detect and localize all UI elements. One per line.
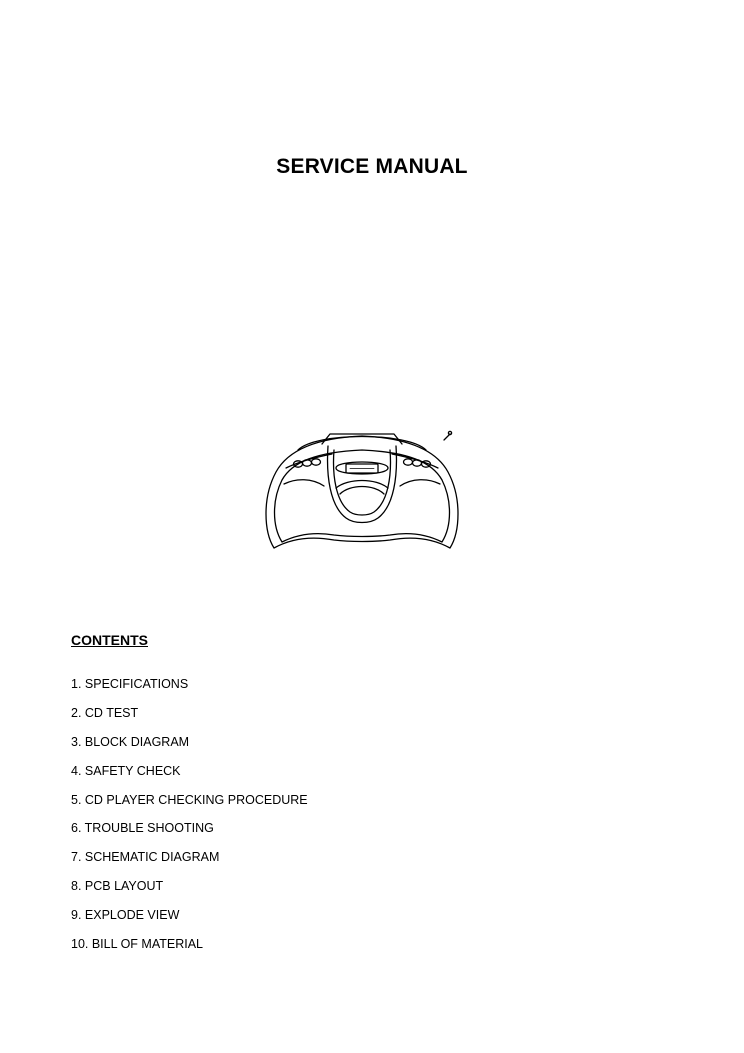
- toc-item-explode-view: 9. EXPLODE VIEW: [71, 908, 180, 923]
- toc-item-specifications: 1. SPECIFICATIONS: [71, 677, 189, 691]
- toc-item-safety-check: 4. SAFETY CHECK: [71, 763, 181, 778]
- toc-item-trouble-shooting: 6. TROUBLE SHOOTING: [71, 821, 214, 836]
- contents-heading: CONTENTS: [71, 632, 148, 648]
- toc-item-cd-player-checking-procedure: 5. CD PLAYER CHECKING PROCEDURE: [71, 792, 308, 807]
- toc-item-cd-test: 2. CD TEST: [71, 705, 139, 720]
- toc-item-block-diagram: 3. BLOCK DIAGRAM: [71, 734, 190, 749]
- toc-item-bill-of-material: 10. BILL OF MATERIAL: [71, 937, 203, 952]
- table-of-contents: [71, 676, 308, 965]
- toc-item-schematic-diagram: 7. SCHEMATIC DIAGRAM: [71, 850, 220, 865]
- toc-item-pcb-layout: 8. PCB LAYOUT: [71, 879, 164, 894]
- page-title: SERVICE MANUAL: [276, 155, 468, 178]
- cd-boombox-illustration: [262, 420, 462, 555]
